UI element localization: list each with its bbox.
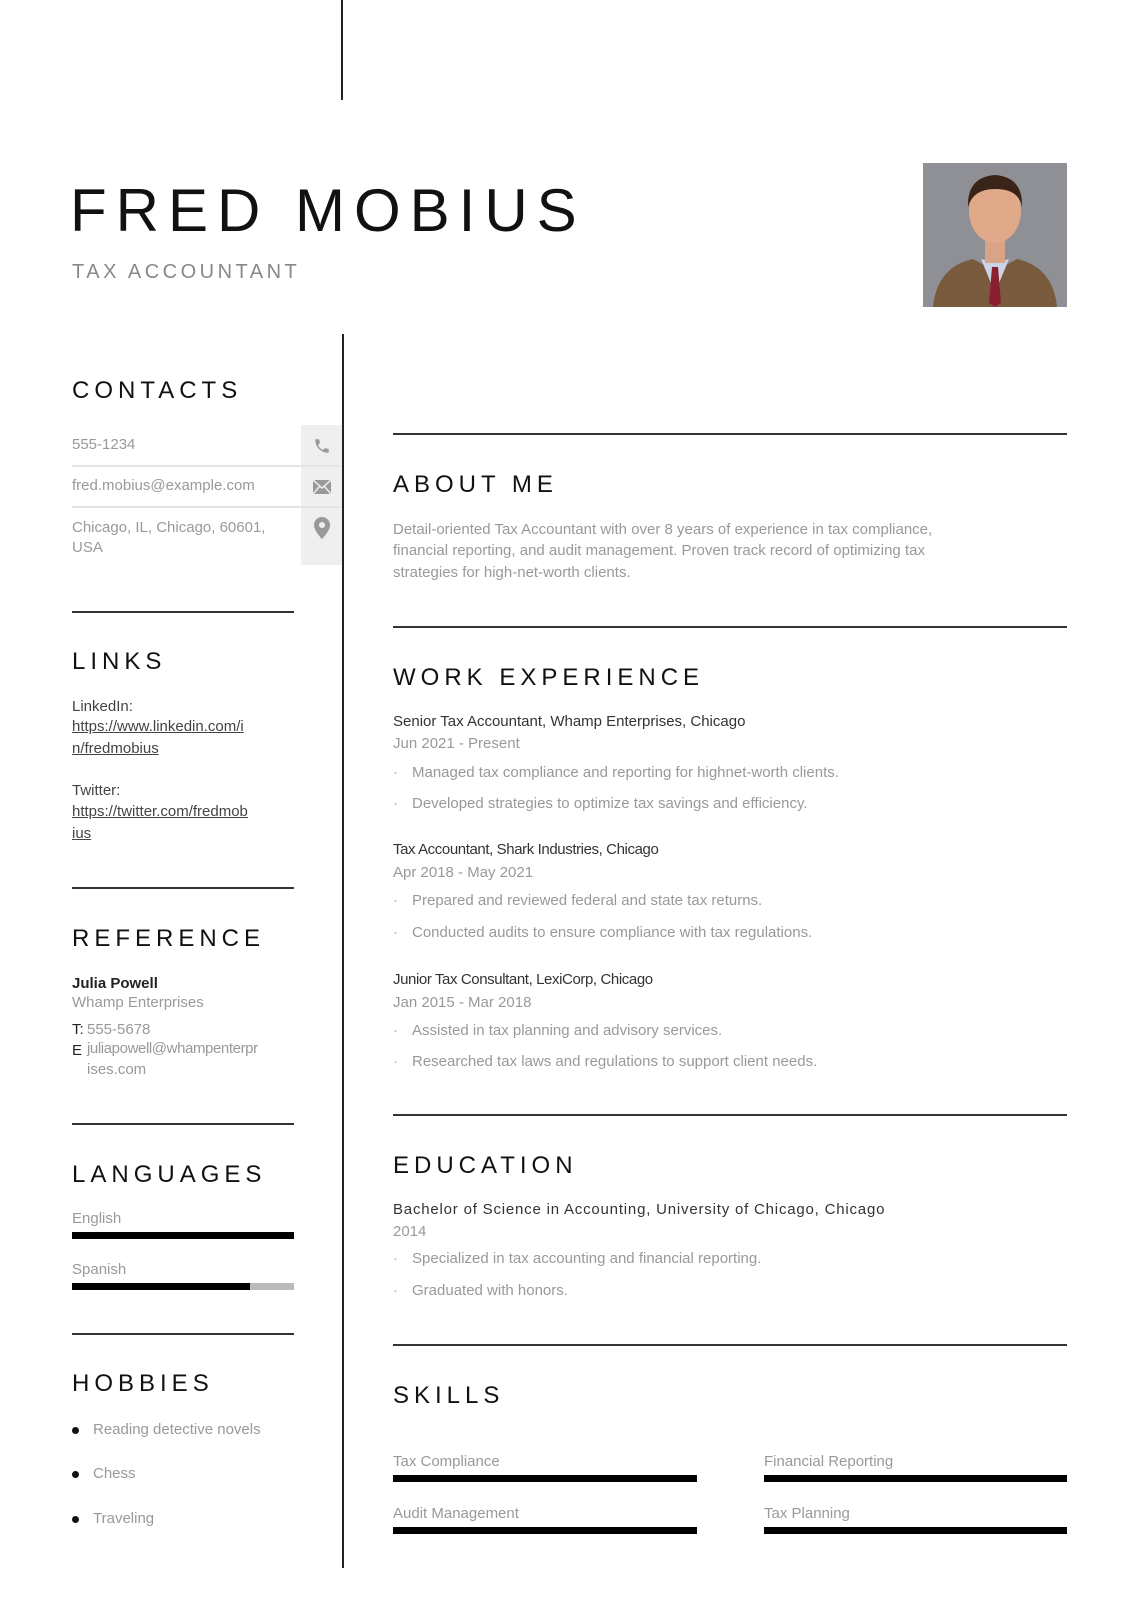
education-bullet: · Graduated with honors.	[412, 1281, 568, 1301]
linkedin-url-line2[interactable]: n/fredmobius	[72, 740, 159, 757]
skill-level-track	[393, 1527, 697, 1534]
reference-phone: 555-5678	[87, 1021, 151, 1038]
profile-photo	[923, 163, 1067, 307]
skill-name: Tax Compliance	[393, 1453, 500, 1470]
linkedin-link-cont[interactable]	[72, 739, 159, 759]
skill-level-fill	[393, 1527, 697, 1534]
skills-heading: SKILLS	[393, 1382, 505, 1409]
job-title: Junior Tax Consultant, LexiCorp, Chicago	[393, 971, 653, 988]
about-text-line: strategies for high-net-worth clients.	[393, 564, 631, 581]
map-pin-icon	[301, 510, 342, 546]
job-dates: Jan 2015 - Mar 2018	[393, 994, 532, 1011]
about-text-line: Detail-oriented Tax Accountant with over 8 years of experience in tax compliance,	[393, 521, 933, 538]
bullet-icon	[72, 1427, 79, 1434]
language-name: English	[72, 1210, 122, 1227]
links-heading: LINKS	[72, 648, 167, 675]
section-divider	[393, 1344, 1067, 1346]
about-text-line: financial reporting, and audit management. Proven track record of optimizing tax	[393, 542, 925, 559]
job-title: Tax Accountant, Shark Industries, Chicago	[393, 841, 659, 858]
skill-level-track	[764, 1475, 1067, 1482]
education-bullet: · Specialized in tax accounting and financial reporting.	[412, 1249, 761, 1269]
section-divider	[72, 887, 294, 889]
envelope-icon	[301, 469, 342, 505]
reference-email-line2: ises.com	[87, 1061, 147, 1078]
section-divider	[393, 1114, 1067, 1116]
twitter-link[interactable]	[72, 802, 248, 822]
contact-separator	[72, 465, 342, 467]
skill-level-fill	[393, 1475, 697, 1482]
hobby-item: Reading detective novels	[93, 1421, 261, 1438]
education-year: 2014	[393, 1223, 427, 1240]
job-bullet: · Researched tax laws and regulations to support client needs.	[412, 1052, 817, 1072]
hobby-item: Chess	[93, 1465, 136, 1482]
languages-heading: LANGUAGES	[72, 1161, 267, 1188]
about-heading: ABOUT ME	[393, 471, 558, 498]
contact-email[interactable]: fred.mobius@example.com	[72, 477, 255, 494]
contact-address-line2: USA	[72, 539, 103, 556]
skill-level-track	[393, 1475, 697, 1482]
job-dates: Jun 2021 - Present	[393, 735, 520, 752]
skill-name: Audit Management	[393, 1505, 519, 1522]
job-bullet: · Developed strategies to optimize tax savings and efficiency.	[412, 794, 808, 814]
education-heading: EDUCATION	[393, 1152, 578, 1179]
job-bullet: · Prepared and reviewed federal and state tax returns.	[412, 891, 762, 911]
job-dates: Apr 2018 - May 2021	[393, 864, 534, 881]
language-name: Spanish	[72, 1261, 127, 1278]
job-title: Senior Tax Accountant, Whamp Enterprises, Chicago	[393, 713, 746, 730]
reference-name: Julia Powell	[72, 975, 158, 992]
language-level-track	[72, 1283, 294, 1290]
contacts-heading: CONTACTS	[72, 377, 243, 404]
candidate-name: FRED MOBIUS	[70, 177, 586, 244]
contact-phone[interactable]: 555-1234	[72, 436, 136, 453]
section-divider	[393, 433, 1067, 435]
reference-heading: REFERENCE	[72, 925, 266, 952]
bullet-icon	[72, 1516, 79, 1523]
bullet-icon	[72, 1471, 79, 1478]
reference-email-line1: juliapowell@whampenterpr	[87, 1040, 258, 1057]
contact-separator	[72, 506, 342, 508]
linkedin-url-line1[interactable]: https://www.linkedin.com/i	[72, 718, 244, 735]
work-heading: WORK EXPERIENCE	[393, 664, 705, 691]
reference-company: Whamp Enterprises	[72, 994, 204, 1011]
job-title: TAX ACCOUNTANT	[72, 261, 301, 283]
section-divider	[72, 611, 294, 613]
contact-address-line1: Chicago, IL, Chicago, 60601,	[72, 519, 266, 536]
twitter-url-line1[interactable]: https://twitter.com/fredmob	[72, 803, 248, 820]
twitter-url-line2[interactable]: ius	[72, 825, 92, 842]
job-bullet: · Conducted audits to ensure compliance with tax regulations.	[412, 923, 812, 943]
twitter-label: Twitter:	[72, 782, 121, 799]
reference-phone-label: T:	[72, 1021, 84, 1038]
column-divider-line	[342, 334, 344, 1568]
section-divider	[72, 1333, 294, 1335]
language-level-track	[72, 1232, 294, 1239]
hobbies-heading: HOBBIES	[72, 1370, 214, 1397]
linkedin-label: LinkedIn:	[72, 698, 133, 715]
degree: Bachelor of Science in Accounting, University of Chicago, Chicago	[393, 1201, 886, 1218]
section-divider	[393, 626, 1067, 628]
phone-icon	[301, 428, 342, 464]
linkedin-link[interactable]	[72, 717, 244, 737]
reference-email-label: E	[72, 1042, 83, 1059]
top-decorative-line	[341, 0, 343, 100]
section-divider	[72, 1123, 294, 1125]
twitter-link-cont[interactable]	[72, 824, 91, 844]
job-bullet: · Assisted in tax planning and advisory services.	[412, 1021, 722, 1041]
skill-level-fill	[764, 1475, 1067, 1482]
language-level-fill	[72, 1232, 294, 1239]
skill-level-track	[764, 1527, 1067, 1534]
job-bullet: · Managed tax compliance and reporting for highnet-worth clients.	[412, 763, 839, 783]
language-level-fill	[72, 1283, 250, 1290]
hobby-item: Traveling	[93, 1510, 155, 1527]
skill-level-fill	[764, 1527, 1067, 1534]
skill-name: Financial Reporting	[764, 1453, 894, 1470]
skill-name: Tax Planning	[764, 1505, 850, 1522]
